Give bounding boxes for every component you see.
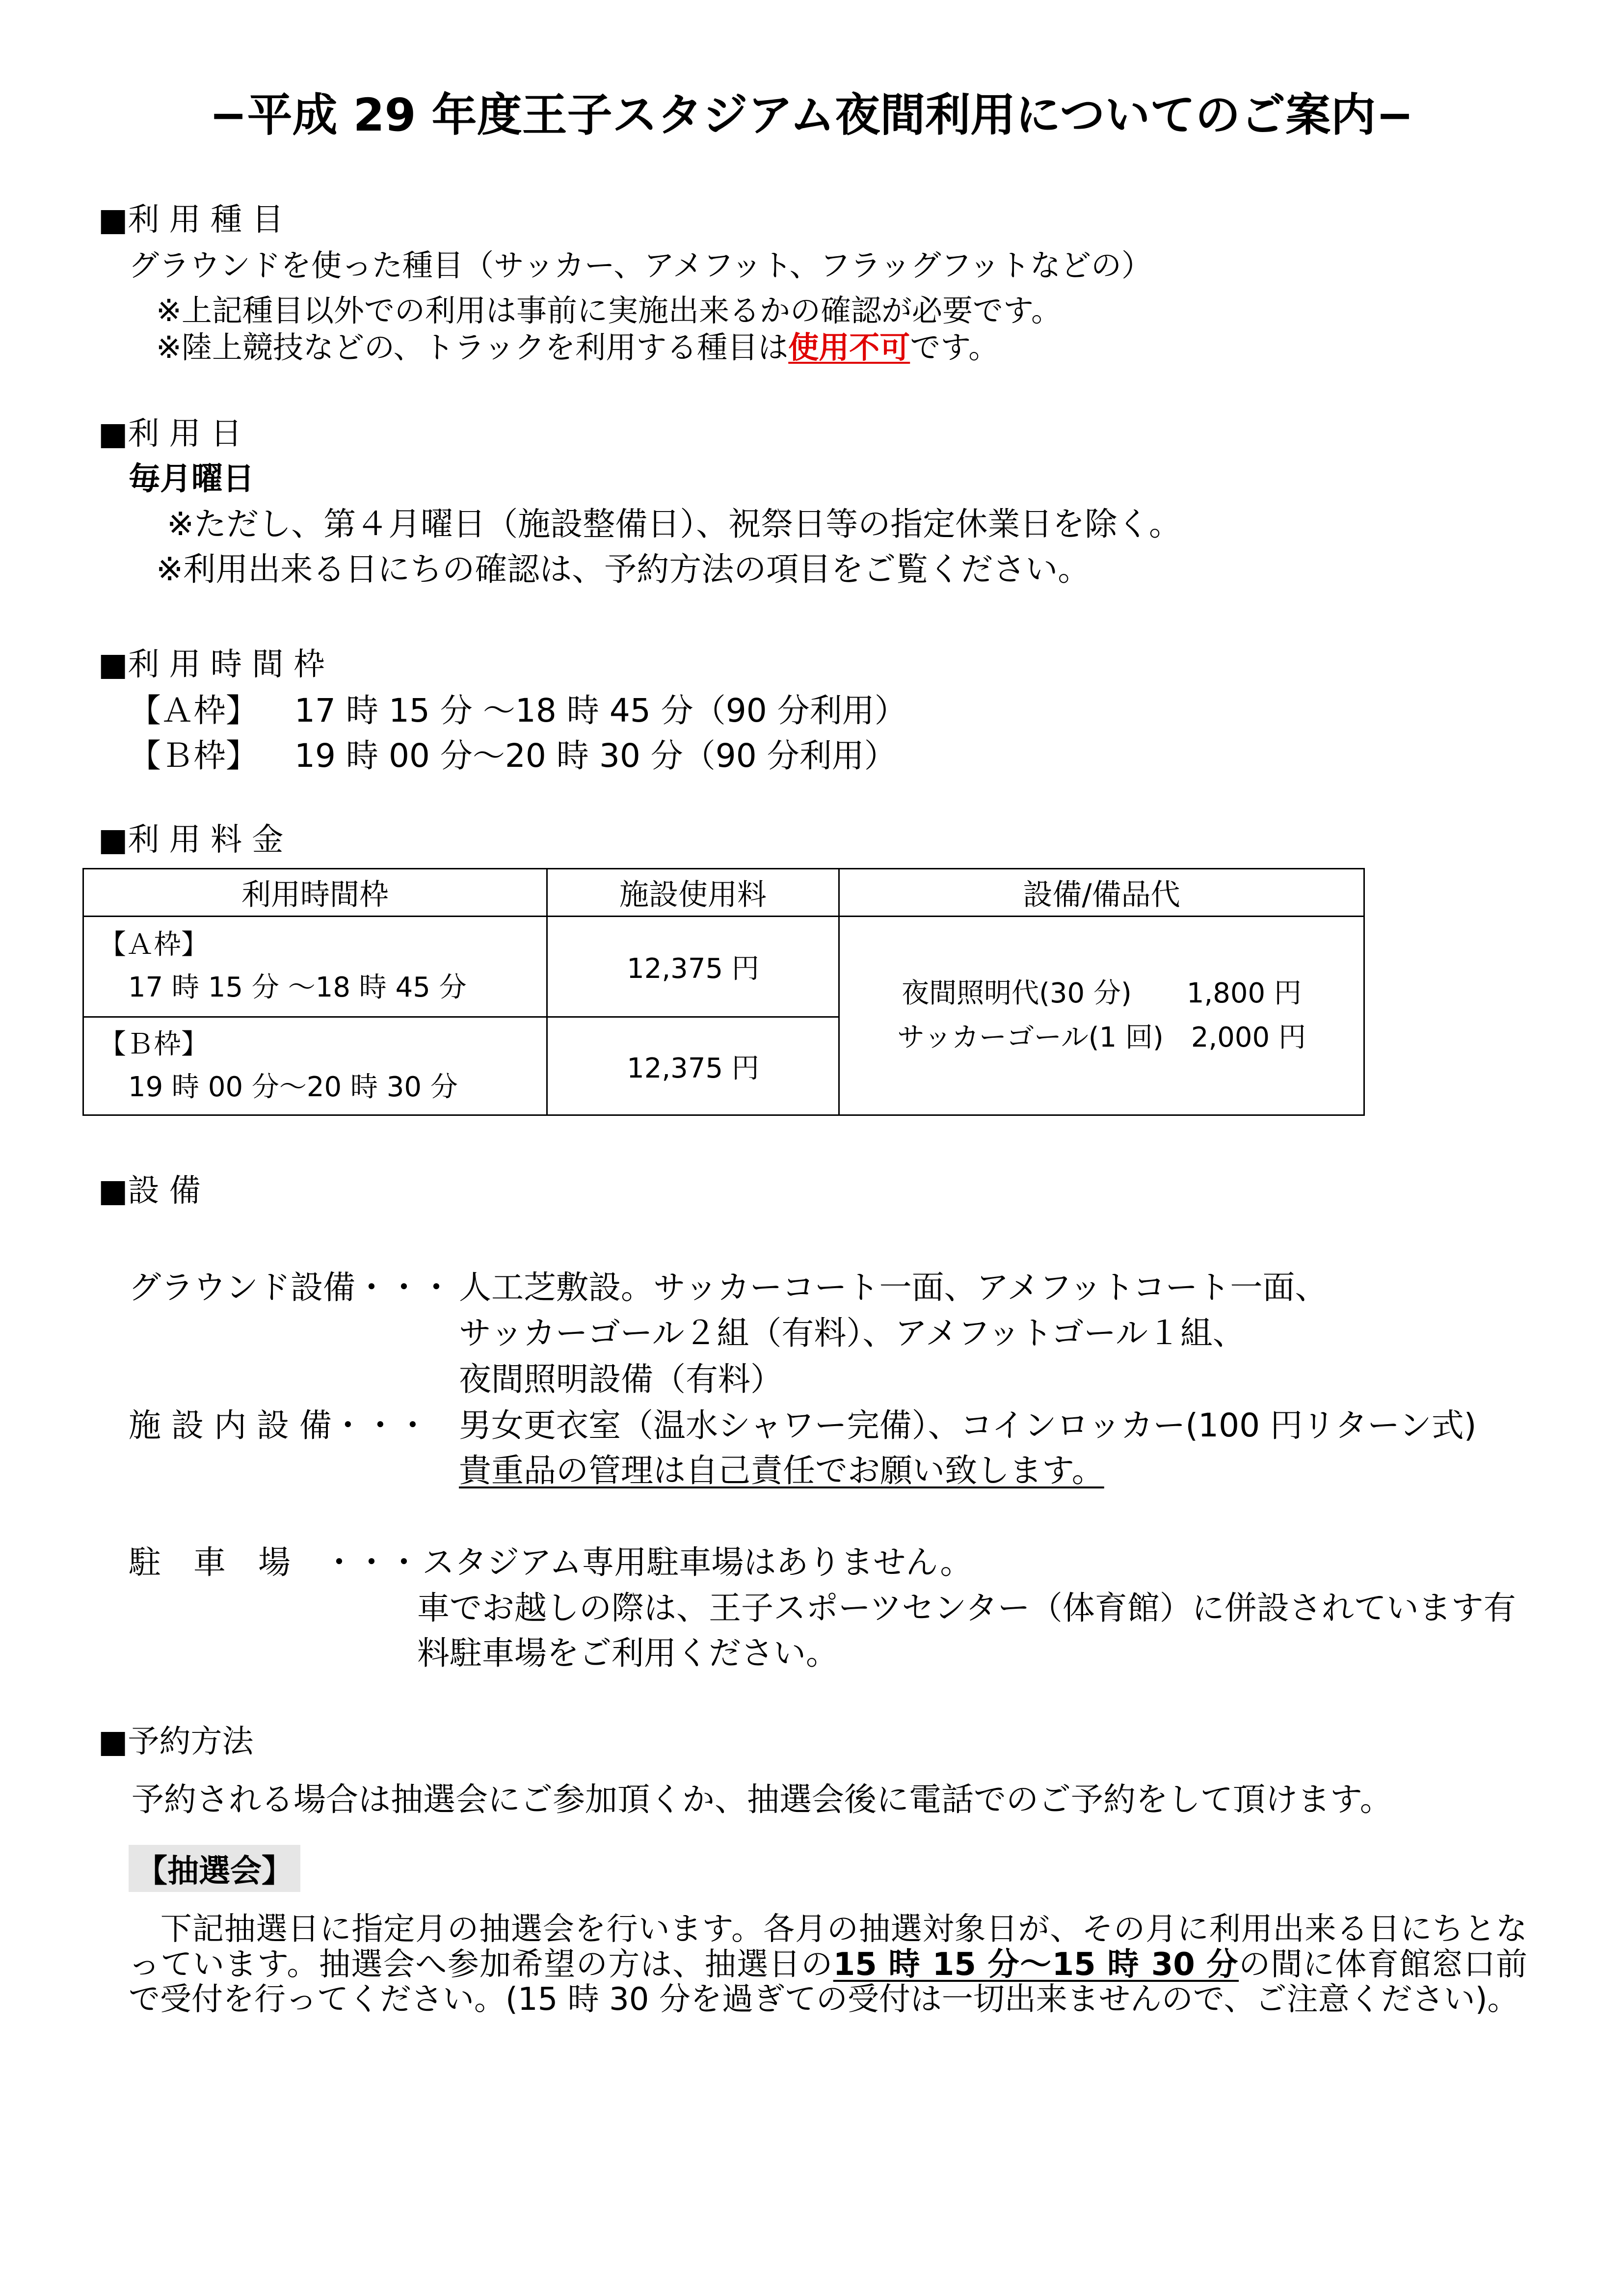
fee-equipment-goal: サッカーゴール(1 回) 2,000 円 (897, 1022, 1306, 1053)
slot-a-label: 【Ａ枠】 (129, 692, 258, 729)
fees-heading: ■利 用 料 金 (98, 822, 284, 858)
inside-line-2: 貴重品の管理は自己責任でお願い致します。 (459, 1452, 1104, 1489)
fee-slot-a-price: 12,375 円 (547, 917, 839, 1017)
types-note-1: ※上記種目以外での利用は事前に実施出来るかの確認が必要です。 (156, 293, 1062, 328)
ground-line-3: 夜間照明設備（有料） (459, 1360, 783, 1398)
ground-label: グラウンド設備・・・ (129, 1269, 452, 1306)
days-note-1: ※ただし、第４月曜日（施設整備日）、祝祭日等の指定休業日を除く。 (167, 505, 1181, 543)
parking-line-3: 料駐車場をご利用ください。 (417, 1634, 838, 1672)
facilities-heading: ■設 備 (98, 1173, 201, 1209)
reserve-heading: ■予約方法 (98, 1724, 254, 1760)
types-note-2: ※陸上競技などの、トラックを利用する種目は使用不可です。 (156, 329, 999, 365)
ground-line-1: 人工芝敷設。サッカーコート一面、アメフットコート一面、 (459, 1269, 1328, 1306)
parking-line-2: 車でお越しの際は、王子スポーツセンター（体育館）に併設されています有 (417, 1589, 1516, 1627)
table-row (83, 917, 1364, 1017)
ground-line-2: サッカーゴール２組（有料）、アメフットゴール１組、 (459, 1314, 1245, 1352)
days-weekday: 毎月曜日 (129, 461, 254, 497)
fee-header-slot: 利用時間枠 (83, 869, 547, 917)
fee-equipment (839, 917, 1364, 1115)
fee-slot-b (83, 1017, 547, 1115)
slot-b-time: 19 時 00 分～20 時 30 分（90 分利用） (294, 737, 897, 775)
types-line: グラウンドを使った種目（サッカー、アメフット、フラッグフットなどの） (129, 247, 1152, 283)
fee-slot-a-label: 【Ａ枠】 (99, 929, 209, 961)
fee-slot-a (83, 917, 547, 1017)
parking-line-1: スタジアム専用駐車場はありません。 (422, 1543, 973, 1581)
unavailable-highlight: 使用不可 (788, 329, 910, 365)
fee-slot-b-label: 【Ｂ枠】 (99, 1028, 209, 1060)
fee-header-facility: 施設使用料 (547, 869, 839, 917)
slot-a-time: 17 時 15 分 ～18 時 45 分（90 分利用） (294, 692, 907, 729)
slot-b-label: 【Ｂ枠】 (129, 737, 258, 775)
reserve-intro: 予約される場合は抽選会にご参加頂くか、抽選会後に電話でのご予約をして頂けます。 (132, 1781, 1392, 1818)
fee-equipment-light: 夜間照明代(30 分) 1,800 円 (902, 977, 1302, 1010)
fee-table (82, 868, 1365, 1116)
days-heading: ■利 用 日 (98, 416, 242, 452)
page-title: −平成 29 年度王子スタジアム夜間利用についてのご案内− (209, 89, 1414, 141)
fee-table-header-row (83, 869, 1364, 917)
fee-header-equipment: 設備/備品代 (839, 869, 1364, 917)
fee-slot-a-time: 17 時 15 分 ～18 時 45 分 (128, 972, 467, 1003)
days-note-2: ※利用出来る日にちの確認は、予約方法の項目をご覧ください。 (156, 550, 1091, 588)
parking-label: 駐 車 場 ・・・ (129, 1543, 420, 1581)
fee-slot-b-time: 19 時 00 分～20 時 30 分 (128, 1071, 458, 1103)
types-heading: ■利 用 種 目 (98, 202, 284, 238)
inside-label: 施 設 内 設 備・・・ (129, 1406, 429, 1444)
lottery-label: 【抽選会】 (129, 1845, 300, 1892)
slots-heading: ■利 用 時 間 枠 (98, 647, 325, 683)
fee-slot-b-price: 12,375 円 (547, 1017, 839, 1115)
lottery-time: 15 時 15 分～15 時 30 分 (833, 1946, 1239, 1983)
inside-line-1: 男女更衣室（温水シャワー完備）、コインロッカー(100 円リターン式) (459, 1406, 1477, 1444)
lottery-paragraph: 下記抽選日に指定月の抽選会を行います。各月の抽選対象日が、その月に利用出来る日にちとなっています。抽選会へ参加希望の方は、抽選日の15 時 15 分～15 時 30 分の間に体育館窓口前で受付を行ってください。(15 時 30 分を過ぎての受付は一切出来ませんので、ご注意ください)。 (129, 1911, 1527, 2018)
